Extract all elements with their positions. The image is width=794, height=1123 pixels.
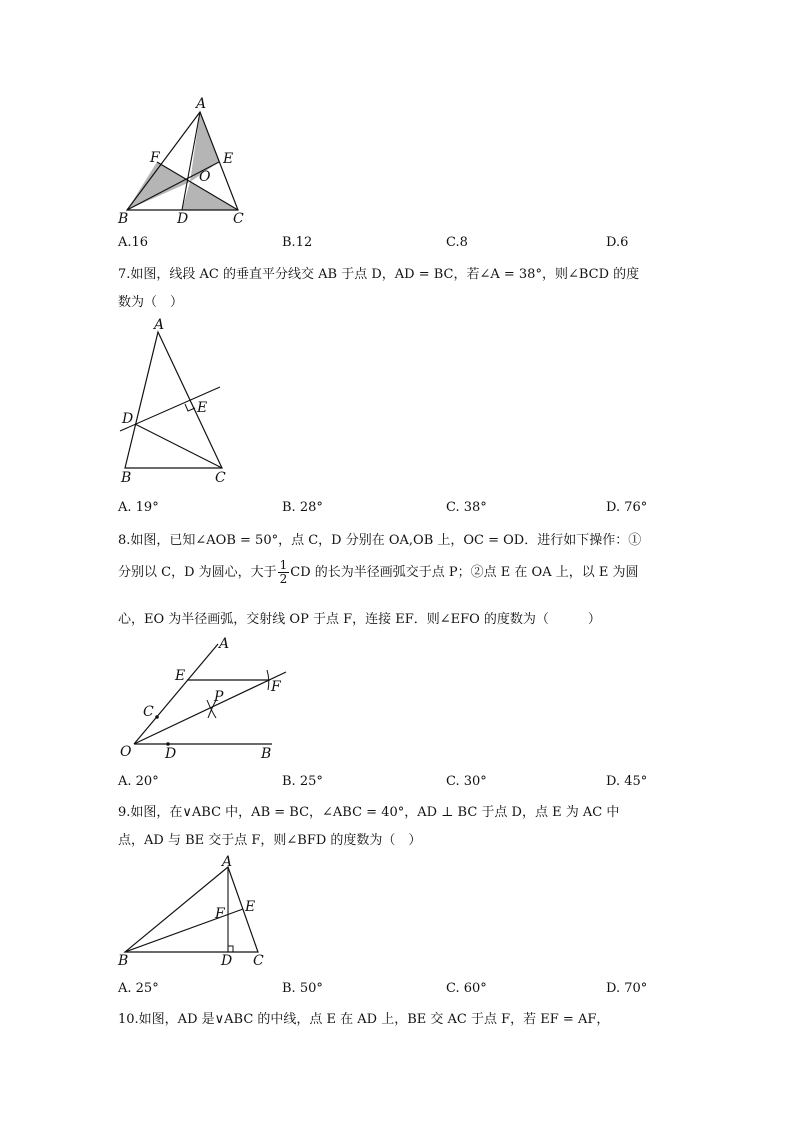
q8-option-b[interactable]: B. 25°: [282, 774, 323, 789]
q6-label-a: A: [196, 96, 207, 112]
q6-triangle-figure: [112, 92, 262, 227]
q6-label-d: D: [177, 211, 189, 227]
q8-label-b: B: [261, 746, 272, 762]
q8-label-p: P: [214, 689, 224, 705]
q9-label-a: A: [222, 854, 233, 870]
q8-text-line2: [118, 559, 638, 586]
q6-label-e: E: [223, 151, 234, 167]
q9-right-angle-mark: [228, 946, 233, 952]
q8-text-line2-post: CD 的长为半径画弧交于点 P；②点 E 在 OA 上，以 E 为圆: [290, 565, 639, 580]
q8-text-line2-pre: 分别以 C，D 为圆心，大于: [118, 565, 277, 580]
q8-text-line1: 8.如图，已知∠AOB = 50°，点 C，D 分别在 OA,OB 上，OC = OD．进行如下操作：①: [118, 533, 642, 548]
q9-segment-be: [125, 909, 243, 952]
q9-option-a[interactable]: A. 25°: [118, 981, 159, 996]
q9-option-d[interactable]: D. 70°: [606, 981, 648, 996]
q8-fraction-denominator: 2: [279, 572, 288, 586]
q7-text-line1: 7.如图，线段 AC 的垂直平分线交 AB 于点 D，AD = BC，若∠A = 38°，则∠BCD 的度: [118, 267, 640, 282]
q9-triangle: [125, 867, 258, 952]
q9-label-e: E: [245, 899, 256, 915]
q9-option-b[interactable]: B. 50°: [282, 981, 323, 996]
q8-text-line3: 心，EO 为半径画弧，交射线 OP 于点 F，连接 EF．则∠EFO 的度数为（ ）: [118, 612, 601, 627]
q8-label-o: O: [120, 744, 132, 760]
q7-triangle: [125, 332, 222, 468]
q6-option-a[interactable]: A.16: [118, 235, 149, 250]
q7-option-a[interactable]: A. 19°: [118, 500, 159, 515]
q10-text-line1: 10.如图，AD 是∨ABC 的中线，点 E 在 AD 上，BE 交 AC 于点 F，若 EF = AF，: [118, 1012, 610, 1027]
q7-text-line2: 数为（ ）: [118, 295, 184, 310]
q9-text-line1: 9.如图，在∨ABC 中，AB = BC，∠ABC = 40°，AD ⊥ BC 于点 D，点 E 为 AC 中: [118, 805, 620, 820]
q9-label-f: F: [215, 906, 225, 922]
q8-point-c: [155, 715, 159, 719]
q6-shaded-region-2: [127, 162, 190, 210]
q8-option-c[interactable]: C. 30°: [446, 774, 487, 789]
q7-option-d[interactable]: D. 76°: [606, 500, 648, 515]
q9-label-b: B: [118, 953, 129, 969]
q7-triangle-figure: [112, 316, 232, 488]
q6-option-d[interactable]: D.6: [606, 235, 629, 250]
q7-label-a: A: [154, 317, 165, 333]
q8-label-c: C: [143, 704, 154, 720]
q8-option-a[interactable]: A. 20°: [118, 774, 159, 789]
q6-shaded-region-3: [182, 182, 238, 210]
q9-text-line2: 点，AD 与 BE 交于点 F，则∠BFD 的度数为（ ）: [118, 833, 422, 848]
q8-angle-figure: [112, 632, 292, 764]
q8-ray-oa: [134, 644, 218, 744]
q8-label-e: E: [175, 668, 186, 684]
q6-option-c[interactable]: C.8: [446, 235, 468, 250]
q9-label-c: C: [253, 953, 264, 969]
q9-label-d: D: [221, 953, 233, 969]
q7-label-b: B: [121, 470, 132, 486]
q9-triangle-figure: [112, 852, 272, 972]
q7-label-e: E: [197, 400, 208, 416]
q8-label-a: A: [219, 636, 230, 652]
q7-label-d: D: [122, 411, 134, 427]
q8-label-d: D: [165, 746, 177, 762]
q7-label-c: C: [215, 470, 226, 486]
q7-option-c[interactable]: C. 38°: [446, 500, 487, 515]
q8-label-f: F: [271, 679, 281, 695]
q6-option-b[interactable]: B.12: [282, 235, 313, 250]
q6-label-c: C: [233, 211, 244, 227]
q9-option-c[interactable]: C. 60°: [446, 981, 487, 996]
q6-label-o: O: [199, 169, 211, 185]
q8-fraction-numerator: 1: [279, 558, 288, 572]
q8-fraction: [278, 559, 290, 586]
q8-option-d[interactable]: D. 45°: [606, 774, 648, 789]
q6-label-f: F: [150, 150, 160, 166]
q7-segment-dc: [135, 424, 222, 468]
q7-option-b[interactable]: B. 28°: [282, 500, 323, 515]
q6-label-b: B: [118, 211, 129, 227]
